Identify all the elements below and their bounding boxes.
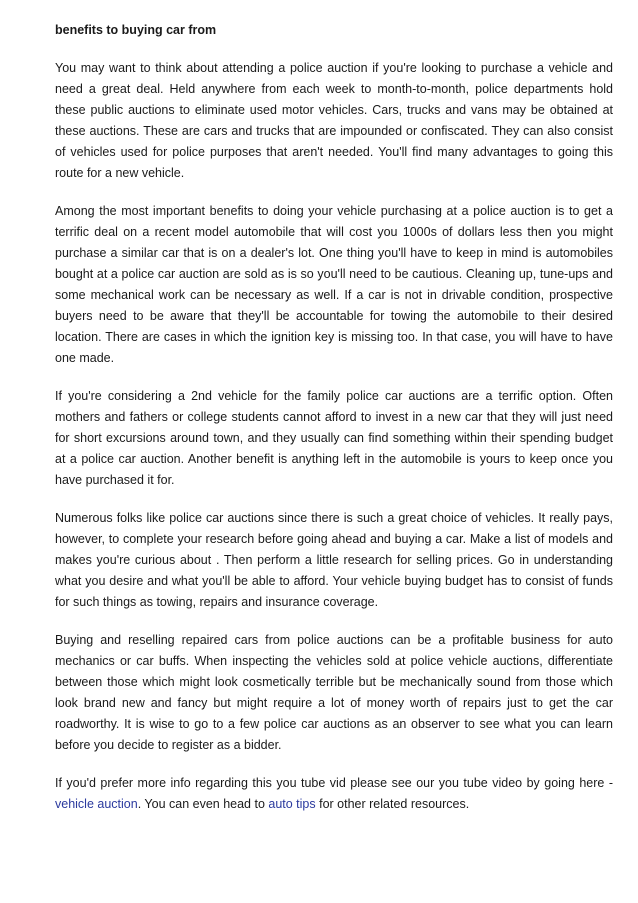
closing-text-before: If you'd prefer more info regarding this you tube vid please see our you tube video by going here - bbox=[55, 776, 613, 790]
closing-text-middle: . You can even head to bbox=[137, 797, 269, 811]
paragraph-2: Among the most important benefits to doing your vehicle purchasing at a police auction is to get a terrific deal on a recent model automobile that will cost you 1000s of dollars less then you might purchase a similar car that is on a dealer's lot. One thing you'll have to keep in mind is automobiles bought at a police car auction are sold as is so you'll need to be cautious. Cleaning up, tune-ups and some mechanical work can be necessary as well. If a car is not in drivable condition, prospective buyers need to be aware that they'll be accountable for towing the automobile to their desired location. There are cases in which the ignition key is missing too. In that case, you will have to have one made. bbox=[55, 204, 613, 365]
auto-tips-link[interactable]: auto tips bbox=[268, 797, 316, 811]
paragraph-1: You may want to think about attending a police auction if you're looking to purchase a vehicle and need a great deal. Held anywhere from each week to month-to-month, police departments hold these public auctions to eliminate used motor vehicles. Cars, trucks and vans may be obtained at these auctions. These are cars and trucks that are impounded or confiscated. They can also consist of vehicles used for police purposes that aren't needed. You'll find many advantages to going this route for a new vehicle. bbox=[55, 61, 613, 180]
closing-paragraph bbox=[55, 773, 613, 815]
document-title: benefits to buying car from bbox=[55, 23, 217, 37]
vehicle-auction-link[interactable]: vehicle auction bbox=[55, 797, 138, 811]
paragraph-3: If you're considering a 2nd vehicle for the family police car auctions are a terrific option. Often mothers and fathers or college students cannot afford to invest in a new car that they will just need for short excursions around town, and they usually can find something within their spending budget at a police car auction. Another benefit is anything left in the automobile is yours to keep once you have purchased it for. bbox=[55, 389, 613, 487]
paragraph-5: Buying and reselling repaired cars from police auctions can be a profitable business for auto mechanics or car buffs. When inspecting the vehicles sold at police vehicle auctions, differentiate between those which might look cosmetically terrible but be mechanically sound from those which look brand new and fancy but might require a lot of money worth of repairs just to get the car roadworthy. It is wise to go to a few police car auctions as an observer to see what you can learn before you decide to register as a bidder. bbox=[55, 633, 613, 752]
closing-text-after: for other related resources. bbox=[315, 797, 470, 811]
paragraph-4: Numerous folks like police car auctions since there is such a great choice of vehicles. It really pays, however, to complete your research before going ahead and buying a car. Make a list of models and makes you're curious about . Then perform a little research for selling prices. Go in understanding what you desire and what you'll be able to afford. Your vehicle buying budget has to consist of funds for such things as towing, repairs and insurance coverage. bbox=[55, 511, 613, 609]
